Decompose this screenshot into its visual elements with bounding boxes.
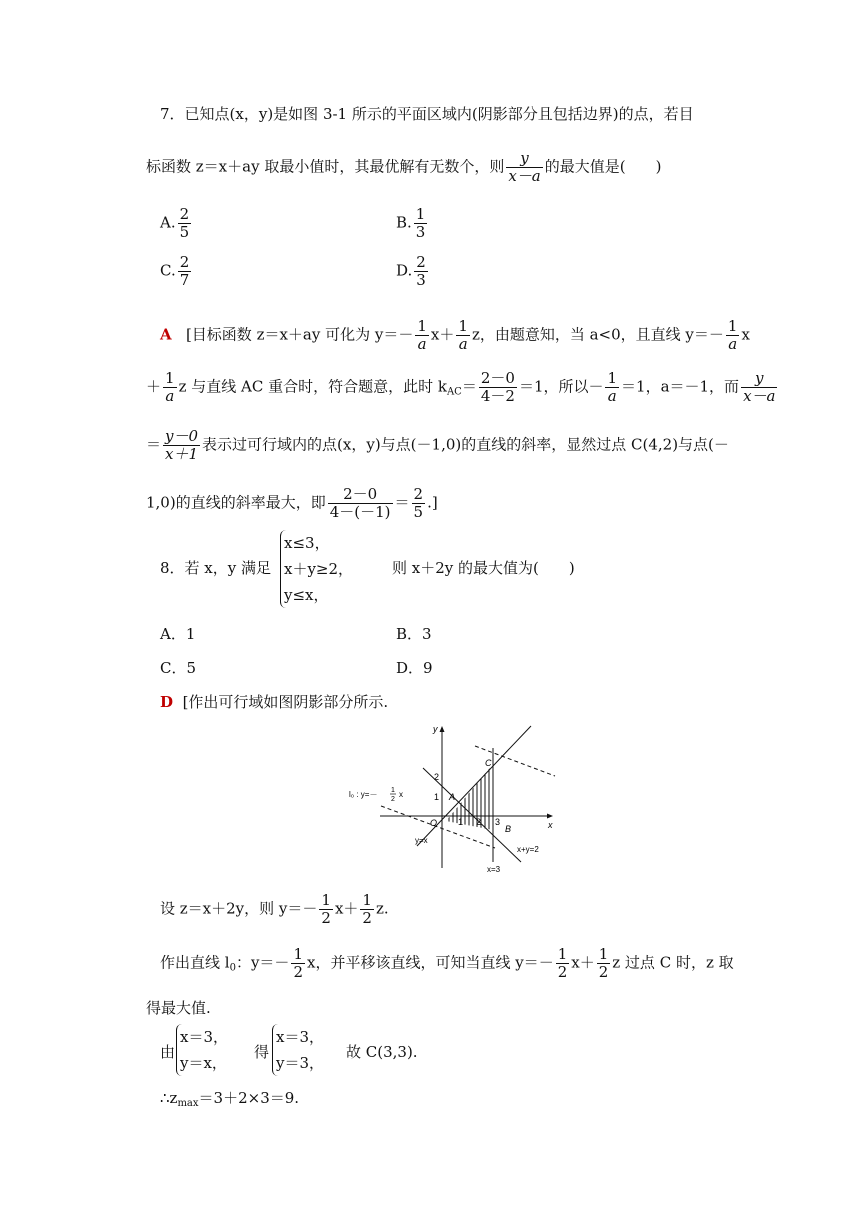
- option-label: A.: [160, 213, 176, 232]
- frac-den: 3: [416, 271, 426, 289]
- frac-num: y: [741, 370, 777, 388]
- option-label: D．: [396, 659, 424, 677]
- label-x-plus-y-equals-2: x+y=2: [517, 845, 539, 854]
- frac-num: 1: [321, 891, 331, 909]
- frac-num: 2: [413, 485, 424, 503]
- q8-solution-step4-you: 由: [160, 1043, 176, 1061]
- option-value: 9: [423, 659, 433, 677]
- frac-num: 2: [416, 253, 426, 271]
- q7-stem-fraction: [506, 150, 542, 185]
- y-axis-label: y: [433, 724, 438, 734]
- label-l0: l₀ : y=－: [349, 790, 378, 799]
- subscript: AC: [446, 386, 462, 398]
- label-x-equals-3: x=3: [487, 865, 501, 874]
- frac-den: x－a: [508, 167, 541, 185]
- point-b-label: B: [505, 824, 512, 834]
- q7-solution-line4: [146, 486, 438, 521]
- frac-den: 2: [293, 963, 303, 981]
- text: z 过点 C 时，z 取: [612, 953, 734, 972]
- point-a-label: A: [449, 792, 456, 802]
- frac-num: 1: [362, 891, 372, 909]
- constraint-3: y≤x，: [284, 586, 329, 604]
- q8-system-given: [176, 1024, 228, 1076]
- text: [目标函数 z＝x＋ay 可化为 y＝－: [185, 325, 414, 344]
- subscript: max: [177, 1098, 199, 1109]
- frac-den: 2: [362, 909, 372, 927]
- tick-x3: 3: [495, 817, 501, 827]
- frac-num: 2: [179, 205, 190, 223]
- frac-num: 1: [598, 945, 609, 963]
- frac-den: a: [165, 387, 175, 405]
- origin-label: O: [430, 818, 438, 828]
- q7-option-d[interactable]: [396, 254, 430, 289]
- option-label: C．: [160, 659, 187, 677]
- text: ＝: [461, 377, 477, 396]
- text: x＋: [334, 899, 359, 918]
- frac-den: a: [417, 335, 427, 353]
- equation: x＝3，: [276, 1028, 325, 1046]
- q7-stem-text: 标函数 z＝x＋ay 取最小值时，其最优解有无数个，则: [146, 157, 505, 176]
- tick-x1: 1: [458, 817, 464, 827]
- frac-num: 1: [417, 317, 427, 335]
- q7-option-a[interactable]: [160, 206, 193, 241]
- label-y-equals-x: y=x: [415, 836, 428, 845]
- text: ＝1，所以－: [518, 377, 604, 396]
- q7-stem-line1: 7．已知点(x，y)是如图 3-1 所示的平面区域内(阴影部分且包括边界)的点，若目: [160, 105, 694, 123]
- text: ＋: [146, 377, 162, 396]
- q8-option-d[interactable]: [396, 658, 433, 678]
- q8-solution-final: [160, 1088, 299, 1114]
- q8-answer-letter: D: [160, 693, 174, 711]
- frac-den: a: [728, 335, 738, 353]
- frac-num: 1: [607, 369, 618, 387]
- option-label: D.: [396, 261, 413, 280]
- text: ＝: [146, 435, 162, 454]
- q7-solution-line3: [146, 428, 729, 463]
- text: ＝3＋2×3＝9.: [198, 1089, 300, 1107]
- frac-den: 4－2: [480, 387, 515, 405]
- q8-solution-step4-de: 得: [254, 1043, 270, 1061]
- line-l0: [381, 806, 495, 848]
- frac-den: 2: [557, 963, 568, 981]
- text: 表示过可行域内的点(x，y)与点(－1,0)的直线的斜率，显然过点 C(4,2)与点(－: [202, 435, 729, 454]
- frac-num: 1: [557, 945, 568, 963]
- q8-solution-step1: [160, 892, 389, 927]
- text: z，由题意知，当 a<0，且直线 y＝－: [471, 325, 724, 344]
- q7-solution-line2: [146, 370, 779, 405]
- q8-solution-step3: 得最大值.: [146, 999, 211, 1017]
- line-x-plus-y-equals-2: [423, 768, 521, 862]
- q8-solution-point-c: 故 C(3,3).: [346, 1043, 418, 1061]
- point-c-label: C: [485, 758, 492, 768]
- frac-den: 7: [179, 271, 190, 289]
- frac-num: 1: [293, 945, 303, 963]
- q8-solution-step2: [160, 946, 734, 981]
- frac-den: 3: [415, 223, 426, 241]
- frac-num: 2: [179, 253, 190, 271]
- frac-den: 2: [321, 909, 331, 927]
- option-label: A．: [160, 625, 186, 643]
- text: ＝: [394, 493, 410, 512]
- q8-option-c[interactable]: [160, 658, 196, 678]
- text: x: [741, 325, 750, 344]
- option-label: B.: [396, 213, 412, 232]
- frac-num: 2－0: [480, 369, 515, 387]
- text: x，并平移该直线，可知当直线 y＝－: [306, 953, 554, 972]
- text: [作出可行域如图阴影部分所示.: [182, 693, 389, 711]
- label-l0-num: 1: [391, 787, 395, 794]
- q8-option-a[interactable]: [160, 624, 195, 644]
- frac-den: 2: [598, 963, 609, 981]
- frac-den: x＋1: [165, 445, 199, 463]
- frac-num: 1: [727, 317, 738, 335]
- frac-num: 1: [165, 369, 175, 387]
- text: z.: [375, 899, 389, 918]
- frac-den: 4－(－1): [329, 503, 391, 521]
- equation: x＝3，: [180, 1028, 229, 1046]
- frac-den: a: [458, 335, 468, 353]
- q7-solution-line1: [160, 318, 750, 353]
- q7-answer-letter: A: [160, 325, 172, 344]
- label-l0-den: 2: [391, 796, 395, 803]
- subscript: 0: [229, 962, 236, 974]
- x-axis-label: x: [548, 820, 553, 830]
- q7-stem-tail: 的最大值是( ): [544, 157, 662, 176]
- q7-stem-line2: [146, 150, 661, 185]
- q8-solution-intro: [160, 692, 388, 712]
- frac-den: 5: [179, 223, 190, 241]
- text: z 与直线 AC 重合时，符合题意，此时 k: [178, 377, 447, 396]
- equation: y＝3，: [276, 1054, 325, 1072]
- frac-den: a: [607, 387, 617, 405]
- q8-constraint-system: [280, 530, 353, 608]
- q7-option-b[interactable]: [396, 206, 429, 241]
- option-label: B．: [396, 625, 423, 643]
- q8-stem-tail: 则 x＋2y 的最大值为( ): [392, 559, 575, 577]
- tick-x2: 2: [476, 817, 482, 827]
- q8-option-b[interactable]: [396, 624, 432, 644]
- constraint-2: x＋y≥2，: [284, 560, 354, 578]
- q8-system-result: [272, 1024, 324, 1076]
- frac-num: 1: [415, 205, 426, 223]
- frac-num: 1: [458, 317, 468, 335]
- option-value: 1: [185, 625, 196, 643]
- tick-y2: 2: [434, 772, 440, 782]
- option-value: 5: [186, 659, 197, 677]
- tick-y1: 1: [434, 792, 440, 802]
- text: x＋: [430, 325, 455, 344]
- text: 作出直线 l: [160, 953, 230, 972]
- frac-den: 5: [413, 503, 424, 521]
- constraint-1: x≤3，: [284, 534, 330, 552]
- feasible-region-graph: [345, 718, 570, 876]
- frac-num: 2－0: [328, 486, 393, 504]
- frac-num: y: [506, 150, 542, 168]
- frac-den: x－a: [743, 387, 776, 405]
- q7-option-c[interactable]: [160, 254, 193, 289]
- text: 1,0)的直线的斜率最大，即: [146, 493, 326, 512]
- line-y-equals-x: [417, 726, 531, 846]
- q8-stem-lead: 8．若 x，y 满足: [160, 559, 272, 577]
- text: x＋: [571, 953, 595, 972]
- frac-num: y－0: [165, 427, 199, 445]
- text: ∴z: [160, 1089, 178, 1107]
- text: ：y＝－: [235, 953, 290, 972]
- equation: y＝x，: [180, 1054, 227, 1072]
- text: 设 z＝x＋2y，则 y＝－: [160, 899, 318, 918]
- option-label: C.: [160, 261, 176, 280]
- text: .]: [427, 493, 438, 512]
- option-value: 3: [422, 625, 432, 643]
- text: ＝1，a＝－1，而: [621, 377, 740, 396]
- label-l0-x: x: [399, 790, 403, 799]
